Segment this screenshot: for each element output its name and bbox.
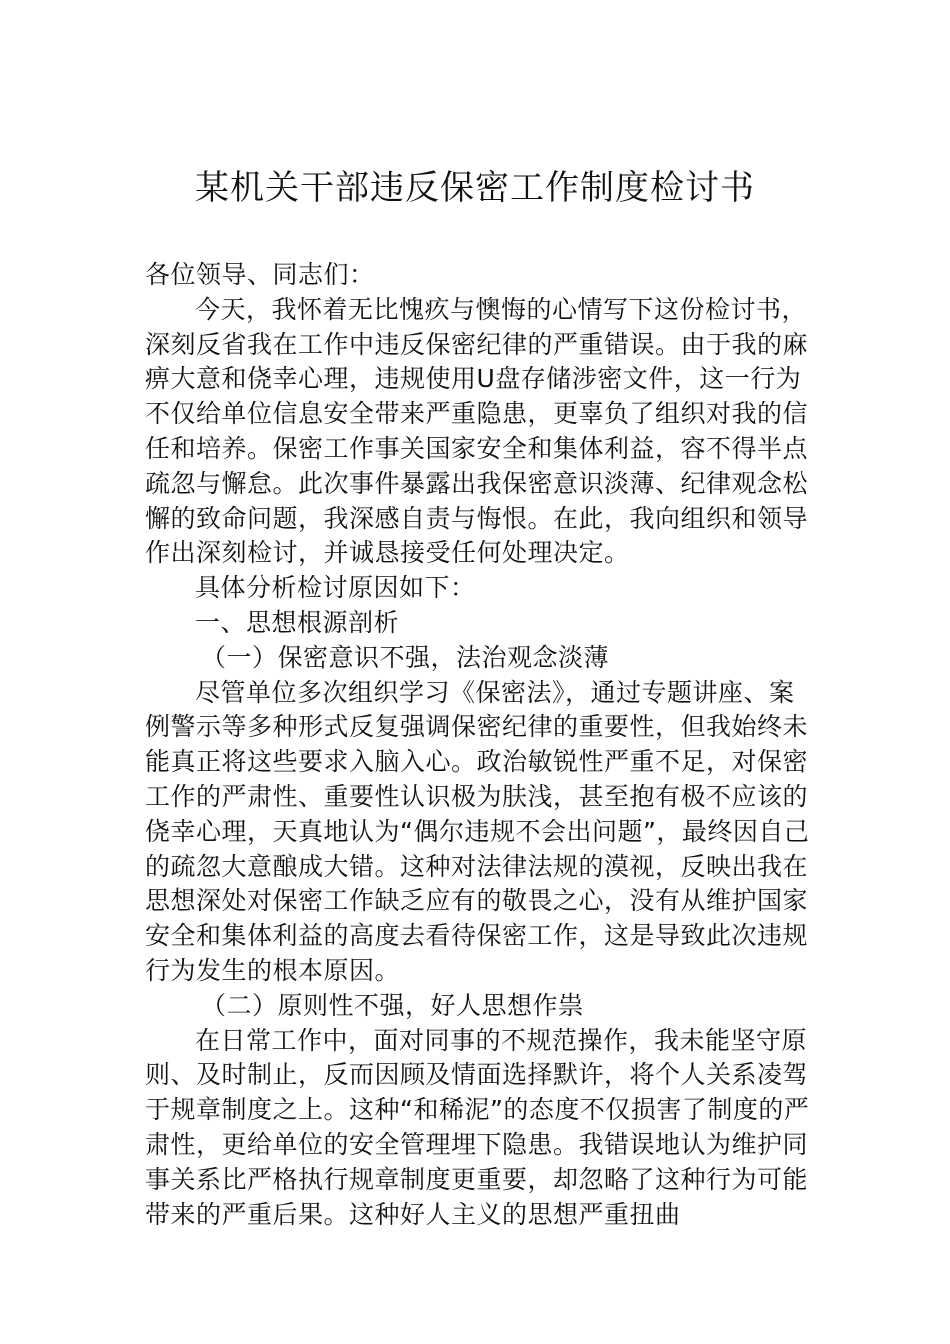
document-body [145, 258, 817, 1232]
intro-paragraph: 今天，我怀着无比愧疚与懊悔的心情写下这份检讨书，深刻反省我在工作中违反保密纪律的严重错误。由于我的麻痹大意和侥幸心理，违规使用U盘存储涉密文件，这一行为不仅给单位信息安全带来严重隐患，更辜负了组织对我的信任和培养。保密工作事关国家安全和集体利益，容不得半点疏忽与懈怠。此次事件暴露出我保密意识淡薄、纪律观念松懈的致命问题，我深感自责与悔恨。在此，我向组织和领导作出深刻检讨，并诚恳接受任何处理决定。 [145, 294, 809, 568]
subsection-2-paragraph: 在日常工作中，面对同事的不规范操作，我未能坚守原则、及时制止，反而因顾及情面选择默许，将个人关系凌驾于规章制度之上。这种“和稀泥”的态度不仅损害了制度的严肃性，更给单位的安全管理埋下隐患。我错误地认为维护同事关系比严格执行规章制度更重要，却忽略了这种行为可能带来的严重后果。这种好人主义的思想严重扭曲 [145, 1025, 810, 1229]
analysis-intro: 具体分析检讨原因如下： [195, 573, 476, 603]
subsection-1-paragraph: 尽管单位多次组织学习《保密法》，通过专题讲座、案例警示等多种形式反复强调保密纪律的重要性，但我始终未能真正将这些要求入脑入心。政治敏锐性严重不足，对保密工作的严肃性、重要性认识极为肤浅，甚至抱有极不应该的侥幸心理，天真地认为“偶尔违规不会出问题”，最终因自己的疏忽大意酿成大错。这种对法律法规的漠视，反映出我在思想深处对保密工作缺乏应有的敬畏之心，没有从维护国家安全和集体利益的高度去看待保密工作，这是导致此次违规行为发生的根本原因。 [145, 677, 810, 985]
subsection-heading-1: （一）保密意识不强，法治观念淡薄 [201, 642, 610, 672]
section-heading-1: 一、思想根源剖析 [195, 607, 400, 637]
subsection-heading-2: （二）原则性不强，好人思想作祟 [201, 990, 584, 1020]
salutation: 各位领导、同志们： [145, 260, 375, 289]
document-title: 某机关干部违反保密工作制度检讨书 [195, 168, 755, 208]
